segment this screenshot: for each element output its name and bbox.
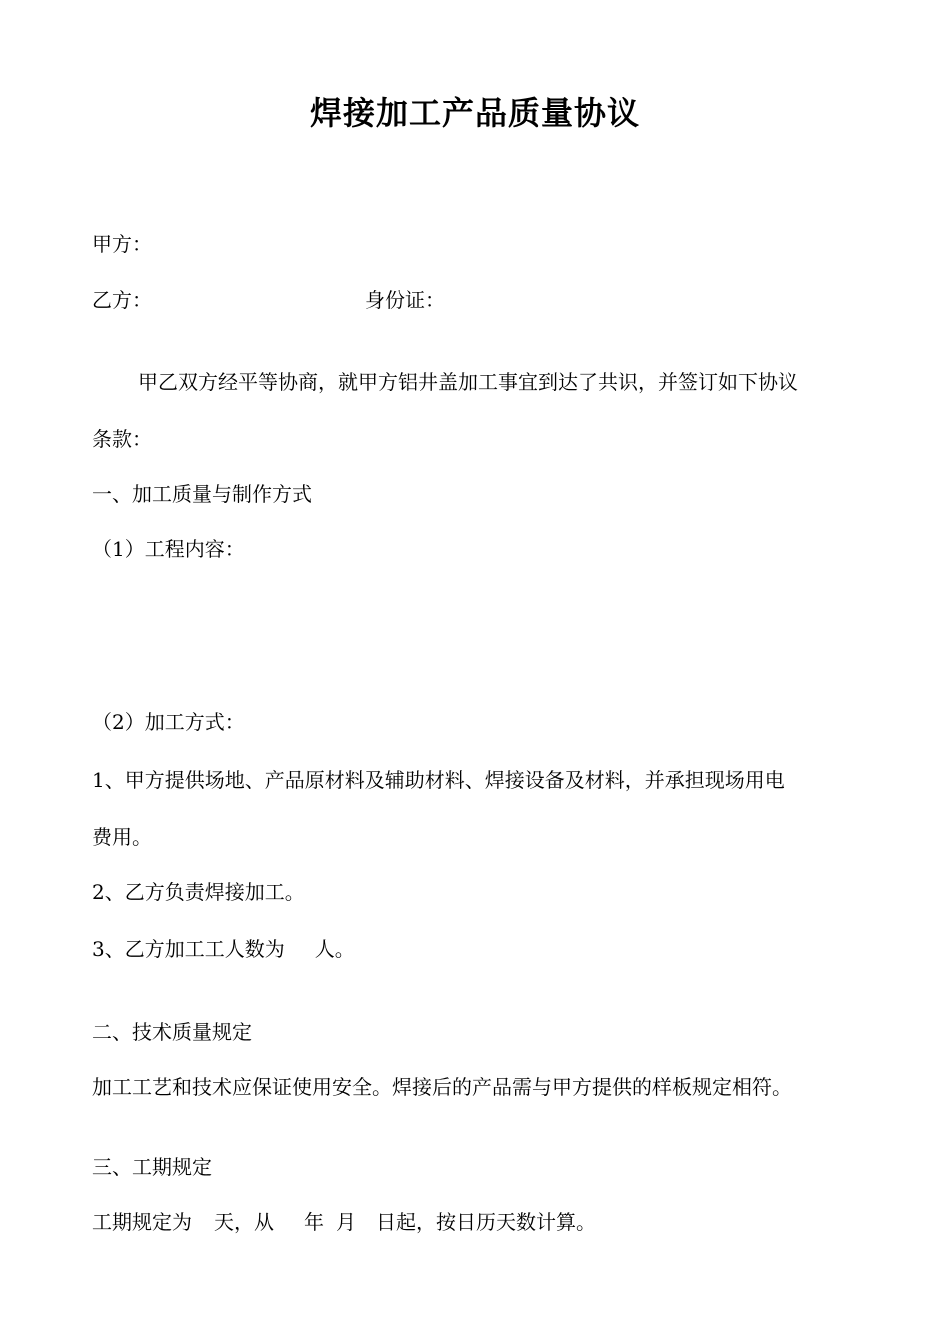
section3-body <box>92 1210 596 1234</box>
section2-body: 加工工艺和技术应保证使用安全。焊接后的产品需与甲方提供的样板规定相符。 <box>92 1075 792 1099</box>
party-b-label: 乙方： <box>92 288 152 312</box>
id-card-label: 身份证： <box>365 288 445 312</box>
section3-body-part-b: 天，从 <box>214 1210 274 1234</box>
section3-body-part-e: 日起，按日历天数计算。 <box>376 1210 596 1234</box>
document-title: 焊接加工产品质量协议 <box>309 94 640 132</box>
intro-paragraph-line2: 条款： <box>92 427 152 451</box>
section1-item2: （2）加工方式： <box>92 710 245 734</box>
section1-point2: 2、乙方负责焊接加工。 <box>92 880 305 904</box>
section1-point1-line1: 1、甲方提供场地、产品原材料及辅助材料、焊接设备及材料，并承担现场用电 <box>92 768 785 792</box>
section1-item1: （1）工程内容： <box>92 537 245 561</box>
section1-point3-part-b: 人。 <box>314 937 355 961</box>
intro-paragraph-line1: 甲乙双方经平等协商，就甲方铝井盖加工事宜到达了共识，并签订如下协议 <box>138 370 798 394</box>
section3-body-part-c: 年 <box>304 1210 324 1234</box>
section1-heading: 一、加工质量与制作方式 <box>92 482 312 506</box>
party-a-label: 甲方： <box>92 232 152 256</box>
section3-heading: 三、工期规定 <box>92 1155 212 1179</box>
section1-point1-line2: 费用。 <box>92 825 152 849</box>
section2-heading: 二、技术质量规定 <box>92 1020 252 1044</box>
section3-body-part-d: 月 <box>336 1210 356 1234</box>
section1-point3 <box>92 937 355 961</box>
section3-body-part-a: 工期规定为 <box>92 1210 192 1234</box>
section1-point3-part-a: 3、乙方加工工人数为 <box>92 937 285 961</box>
